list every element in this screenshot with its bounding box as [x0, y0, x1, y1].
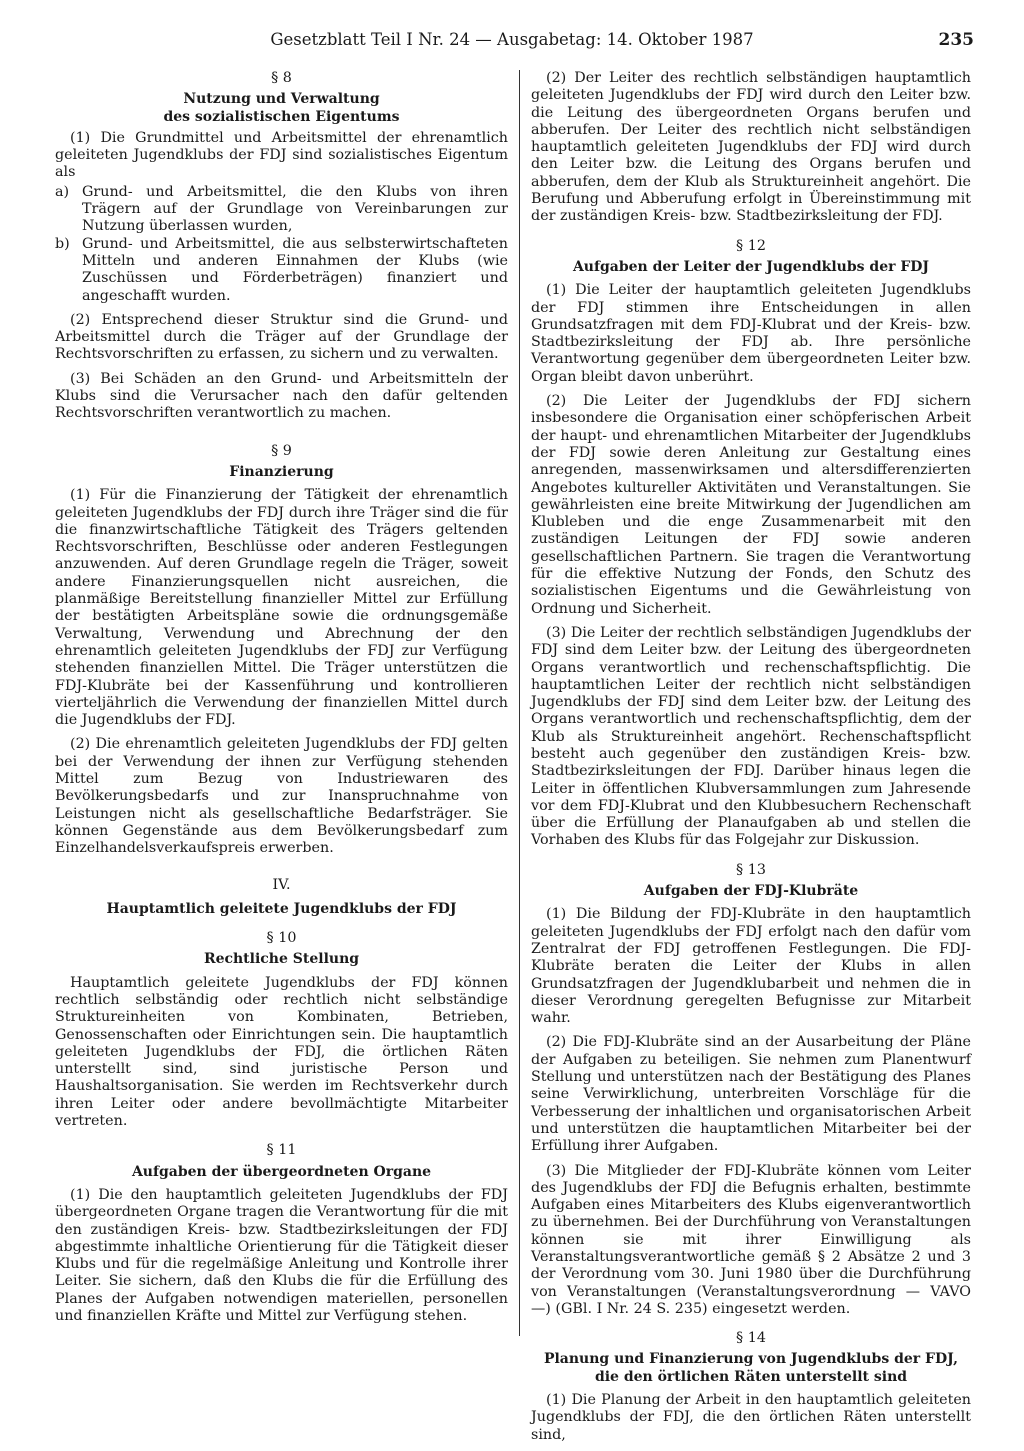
section-8-para-3: (3) Bei Schäden an den Grund- und Arbeitsmitteln der Klubs sind die Verursacher nach den dafür geltenden Rechtsvorschriften verantwortlich zu machen. — [55, 370, 508, 422]
list-item-label: b) — [55, 235, 70, 252]
list-item — [55, 184, 508, 236]
section-10-para-1: Hauptamtlich geleitete Jugendklubs der FDJ können rechtlich selbständig oder rechtlich nicht selbständige Struktureinheiten von Kombinaten, Betrieben, Genossenschaften oder Einrichtungen sein. Die hauptamtlich geleiteten Jugendklubs der FDJ, die örtlichen Räten unterstellt sind, sind juristische Person und Haushaltsorganisation. Sie werden im Rechtsverkehr durch ihren Leiter oder andere bevollmächtigte Mitarbeiter vertreten. — [55, 974, 508, 1130]
section-8-heading-line1: Nutzung und Verwaltung — [183, 91, 380, 108]
section-12-heading: Aufgaben der Leiter der Jugendklubs der FDJ — [572, 258, 930, 275]
section-8-para-1: (1) Die Grundmittel und Arbeitsmittel der ehrenamtlich geleiteten Jugendklubs der FDJ sind sozialistisches Eigentum als — [55, 129, 508, 181]
section-13-heading: Aufgaben der FDJ-Klubräte — [643, 883, 859, 900]
right-column — [531, 70, 971, 1451]
list-item-text: Grund- und Arbeitsmittel, die aus selbsterwirtschafteten Mitteln und anderen Einnahmen der Klubs (wie Zuschüssen und Förderbeträgen) finanziert und angeschafft wurden. — [82, 235, 508, 304]
section-8-heading-line2: des sozialistischen Eigentums — [163, 108, 400, 125]
section-14-number: § 14 — [736, 1330, 766, 1347]
section-9-number: § 9 — [271, 442, 292, 459]
section-8-para-2: (2) Entsprechend dieser Struktur sind die Grund- und Arbeitsmittel durch die Träger auf der Grundlage der Rechtsvorschriften zu erfassen, zu sichern und zu verwalten. — [55, 311, 508, 363]
section-13-para-2: (2) Die FDJ-Klubräte sind an der Ausarbeitung der Pläne der Aufgaben zu beteiligen. Sie nehmen zum Planentwurf Stellung und unterstützen nach der Bestätigung des Planes seine Verwirklichung, unterbreiten Vorschläge für die Verbesserung der inhaltlichen und organisatorischen Arbeit und unterstützen die hauptamtlichen Mitarbeiter bei der Erfüllung ihrer Aufgaben. — [531, 1034, 971, 1155]
section-14-heading-line2: die den örtlichen Räten unterstellt sind — [594, 1368, 908, 1385]
section-11-number: § 11 — [266, 1142, 297, 1159]
section-10-heading: Rechtliche Stellung — [203, 951, 360, 968]
section-11-heading: Aufgaben der übergeordneten Organe — [131, 1163, 432, 1180]
section-8-list — [55, 184, 508, 305]
section-12-para-2: (2) Die Leiter der Jugendklubs der FDJ sichern insbesondere die Organisation einer schöpferischen Arbeit der haupt- und ehrenamtlichen Mitarbeiter der Jugendklubs der FDJ sowie deren Anleitung zur Gestaltung eines anregenden, massenwirksamen und altersdifferenzierten Angebotes kultureller Aktivitäten und Veranstaltungen. Sie gewährleisten eine breite Mitwirkung der Jugendlichen am Klubleben und die enge Zusammenarbeit mit den zuständigen Leitungen der FDJ sowie anderen gesellschaftlichen Partnern. Sie tragen die Verantwortung für die effektive Nutzung der Fonds, den Schutz des sozialistischen Eigentums und die Gewährleistung von Ordnung und Sicherheit. — [531, 393, 971, 617]
gazette-title: Gesetzblatt Teil I Nr. 24 — Ausgabetag: 14. Oktober 1987 — [270, 30, 754, 49]
section-13-para-3: (3) Die Mitglieder der FDJ-Klubräte können vom Leiter des Jugendklubs der FDJ die Befugnis erhalten, bestimmte Aufgaben eines Mitarbeiters des Klubs eigenverantwortlich zu übernehmen. Bei der Durchführung von Veranstaltungen können sie mit ihrer Einwilligung als Veranstaltungsverantwortliche gemäß § 2 Absätze 2 und 3 der Verordnung vom 30. Juni 1980 über die Durchführung von Veranstaltungen (Veranstaltungsverordnung — VAVO —) (GBl. I Nr. 24 S. 235) eingesetzt werden. — [531, 1162, 971, 1317]
section-9-para-2: (2) Die ehrenamtlich geleiteten Jugendklubs der FDJ gelten bei der Verwendung der ihnen zur Verfügung stehenden Mittel zum Bezug von Industriewaren des Bevölkerungsbedarfs und zur Inanspruchnahme von Leistungen nicht als gesellschaftliche Bedarfsträger. Sie können Gegenstände aus dem Bevölkerungsbedarf zum Einzelhandelsverkaufspreis erwerben. — [55, 736, 508, 857]
section-11-para-1: (1) Die den hauptamtlich geleiteten Jugendklubs der FDJ übergeordneten Organe tragen die Verantwortung für die mit den zuständigen Kreis- bzw. Stadtbezirksleitungen der FDJ abgestimmte inhaltliche Orientierung für die Tätigkeit dieser Klubs und für die regelmäßige Anleitung und Kontrolle ihrer Leiter. Sie sichern, daß den Klubs die für die Erfüllung des Planes der Aufgaben notwendigen materiellen, personellen und finanziellen Kräfte und Mittel zur Verfügung stehen. — [55, 1186, 508, 1324]
section-8-number: § 8 — [271, 70, 292, 86]
part-4-number: IV. — [272, 877, 291, 894]
section-13-para-1: (1) Die Bildung der FDJ-Klubräte in den hauptamtlich geleiteten Jugendklubs der FDJ erfolgt nach den dafür vom Zentralrat der FDJ getroffenen Festlegungen. Die FDJ-Klubräte beraten die Leiter der Klubs in allen Grundsatzfragen der Jugendklubarbeit und nehmen die in dieser Verordnung geregelten Befugnisse zur Mitarbeit wahr. — [531, 906, 971, 1027]
column-divider — [519, 70, 520, 1336]
section-11-para-2: (2) Der Leiter des rechtlich selbständigen hauptamtlich geleiteten Jugendklubs der FDJ wird durch den Leiter bzw. die Leitung des übergeordneten Organs berufen und abberufen. Der Leiter des rechtlich nicht selbständigen hauptamtlich geleiteten Jugendklubs der FDJ wird durch den Leiter bzw. die Leitung des Organs berufen und abberufen, dem der Klub als Struktureinheit angehört. Die Berufung und Abberufung erfolgt in Übereinstimmung mit der zuständigen Kreis- bzw. Stadtbezirksleitung der FDJ. — [531, 70, 971, 225]
page-header — [0, 30, 1024, 54]
section-8-heading — [55, 91, 508, 126]
section-14-para-1: (1) Die Planung der Arbeit in den hauptamtlich geleiteten Jugendklubs der FDJ, die den örtlichen Räten unterstellt sind, — [531, 1392, 971, 1443]
section-12-para-1: (1) Die Leiter der hauptamtlich geleiteten Jugendklubs der FDJ stimmen ihre Entscheidungen in allen Grundsatzfragen mit dem FDJ-Klubrat und der Kreis- bzw. Stadtbezirksleitung der FDJ ab. Ihre persönliche Verantwortung gegenüber dem übergeordneten Leiter bzw. Organ bleibt davon unberührt. — [531, 282, 971, 385]
section-12-para-3: (3) Die Leiter der rechtlich selbständigen Jugendklubs der FDJ sind dem Leiter bzw. der Leitung des übergeordneten Organs verantwortlich und rechenschaftspflichtig. Die hauptamtlichen Leiter der rechtlich nicht selbständigen Jugendklubs der FDJ sind dem Leiter bzw. der Leitung des Organs verantwortlich und rechenschaftspflichtig, dem der Klub als Struktureinheit angehört. Rechenschaftspflicht besteht auch gegenüber den zuständigen Kreis- bzw. Stadtbezirksleitungen der FDJ. Darüber hinaus legen die Leiter in öffentlichen Klubversammlungen zum Jahresende vor dem FDJ-Klubrat und den Klubbesuchern Rechenschaft über die Erfüllung der Planaufgaben ab und stellen die Vorhaben des Klubs für das Folgejahr zur Diskussion. — [531, 624, 971, 849]
list-item — [55, 236, 508, 305]
list-item-label: a) — [55, 183, 70, 200]
section-13-number: § 13 — [736, 861, 766, 878]
section-9-para-1: (1) Für die Finanzierung der Tätigkeit der ehrenamtlich geleiteten Jugendklubs der FDJ durch ihre Träger sind die für die finanzwirtschaftliche Tätigkeit des Trägers geltenden Rechtsvorschriften, Beschlüsse oder anderen Festlegungen anzuwenden. Auf deren Grundlage regeln die Träger, soweit andere Finanzierungsquellen nicht ausreichen, die planmäßige Bereitstellung finanzieller Mittel zur Erfüllung der bestätigten Arbeitspläne sowie die ordnungsgemäße Verwaltung, Verwendung und Abrechnung der den ehrenamtlich geleiteten Jugendklubs der FDJ zur Verfügung stehenden finanziellen Mittel. Die Träger unterstützen die FDJ-Klubräte bei der Kassenführung und kontrollieren vierteljährlich die Verwendung der finanziellen Mittel durch die Jugendklubs der FDJ. — [55, 487, 508, 729]
part-4-heading: Hauptamtlich geleitete Jugendklubs der FDJ — [106, 900, 457, 917]
list-item-text: Grund- und Arbeitsmittel, die den Klubs von ihren Trägern auf der Grundlage von Vereinbarungen zur Nutzung überlassen wurden, — [82, 183, 508, 235]
section-14-heading-line1: Planung und Finanzierung von Jugendklubs der FDJ, — [543, 1351, 959, 1368]
left-column — [55, 70, 508, 1332]
section-10-number: § 10 — [266, 930, 297, 947]
page-number: 235 — [938, 30, 974, 50]
section-9-heading: Finanzierung — [229, 463, 334, 480]
section-14-heading — [531, 1351, 971, 1386]
section-12-number: § 12 — [736, 237, 766, 254]
